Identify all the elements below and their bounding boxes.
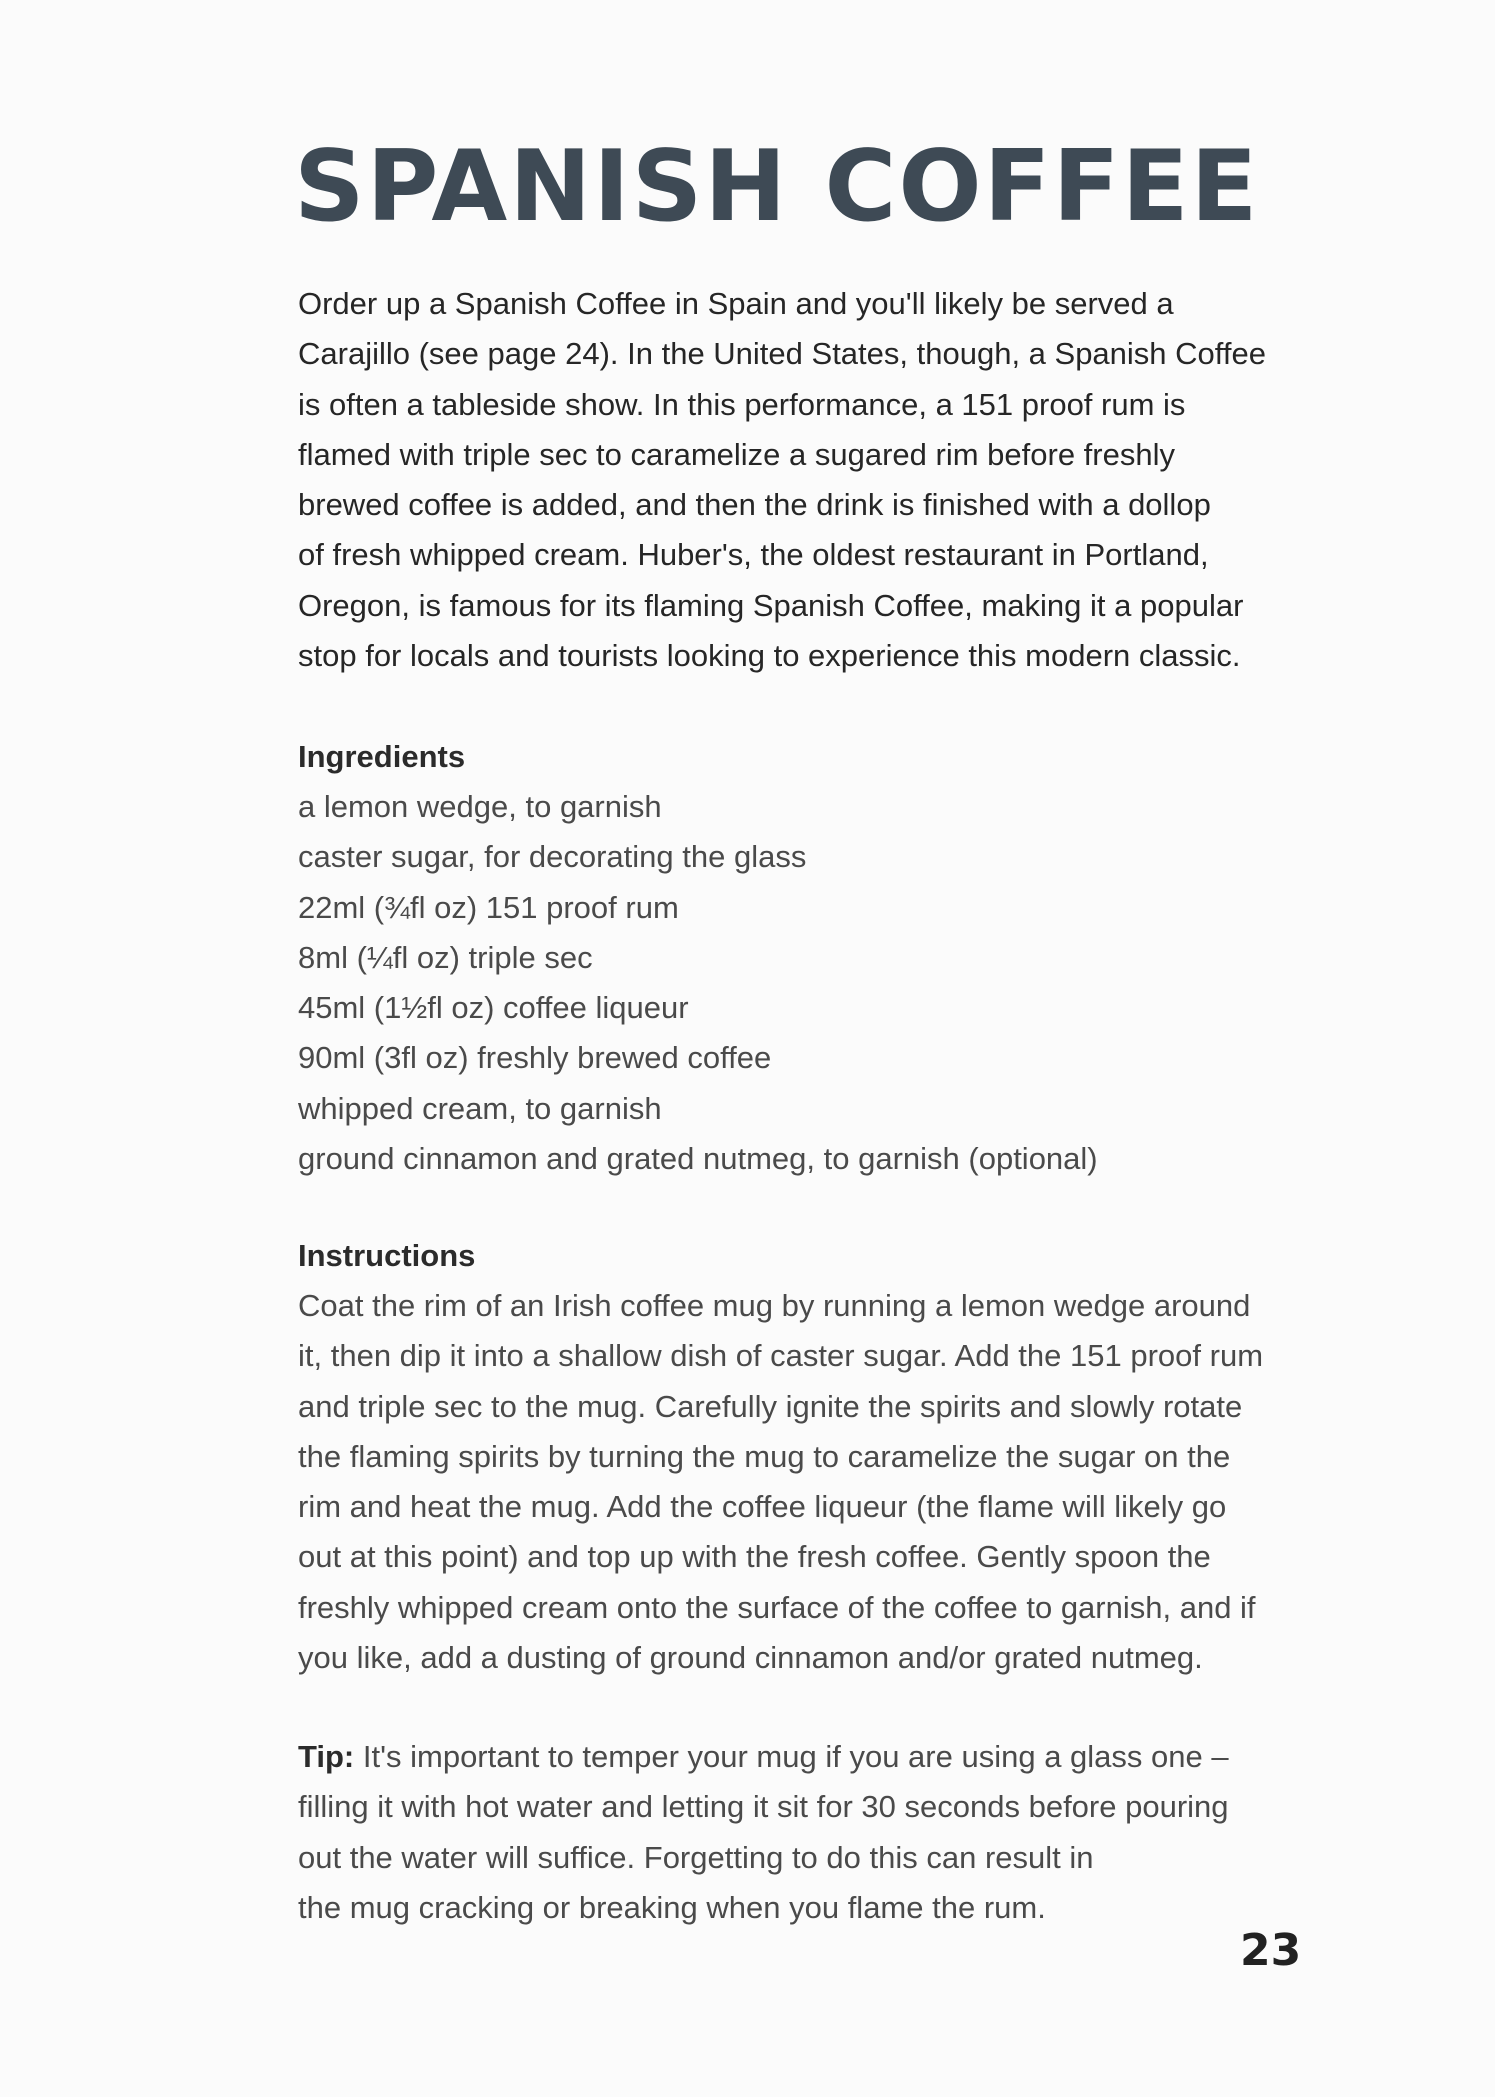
instruction-line: out at this point) and top up with the fresh coffee. Gently spoon the <box>298 1539 1211 1575</box>
ingredient-item: a lemon wedge, to garnish <box>298 789 662 824</box>
ingredient-item: 90ml (3fl oz) freshly brewed coffee <box>298 1040 772 1076</box>
tip-label: Tip: <box>298 1739 355 1774</box>
intro-line: Carajillo (see page 24). In the United States, though, a Spanish Coffee <box>298 336 1266 372</box>
intro-line: is often a tableside show. In this performance, a 151 proof rum is <box>298 386 1186 422</box>
tip-line: out the water will suffice. Forgetting to do this can result in <box>298 1839 1094 1875</box>
page-number: 23 <box>1240 1925 1302 1976</box>
ingredient-item: 8ml (¼fl oz) triple sec <box>298 939 593 975</box>
ingredient-item: ground cinnamon and grated nutmeg, to garnish (optional) <box>298 1141 1098 1177</box>
intro-line: flamed with triple sec to caramelize a sugared rim before freshly <box>298 436 1175 472</box>
ingredients-section <box>298 732 1378 1184</box>
instruction-line: freshly whipped cream onto the surface of the coffee to garnish, and if <box>298 1589 1256 1625</box>
ingredients-heading: Ingredients <box>298 739 466 774</box>
instruction-line: rim and heat the mug. Add the coffee liqueur (the flame will likely go <box>298 1489 1227 1525</box>
recipe-title: SPANISH COFFEE <box>294 130 1260 244</box>
tip-first-line <box>298 1732 1378 1782</box>
intro-paragraph <box>298 279 1378 681</box>
ingredient-item: caster sugar, for decorating the glass <box>298 839 807 875</box>
instruction-line: the flaming spirits by turning the mug to caramelize the sugar on the <box>298 1438 1231 1474</box>
tip-text: It's important to temper your mug if you are using a glass one – <box>354 1739 1229 1774</box>
intro-line: of fresh whipped cream. Huber's, the oldest restaurant in Portland, <box>298 537 1209 573</box>
instruction-line: and triple sec to the mug. Carefully ignite the spirits and slowly rotate <box>298 1388 1243 1424</box>
intro-line: Oregon, is famous for its flaming Spanish Coffee, making it a popular <box>298 587 1244 623</box>
instruction-line: Coat the rim of an Irish coffee mug by running a lemon wedge around <box>298 1288 1251 1323</box>
instruction-line: you like, add a dusting of ground cinnamon and/or grated nutmeg. <box>298 1640 1203 1676</box>
instruction-line: it, then dip it into a shallow dish of caster sugar. Add the 151 proof rum <box>298 1338 1264 1374</box>
ingredient-item: whipped cream, to garnish <box>298 1090 662 1126</box>
tip-line: filling it with hot water and letting it sit for 30 seconds before pouring <box>298 1789 1229 1825</box>
intro-line: brewed coffee is added, and then the drink is finished with a dollop <box>298 487 1211 523</box>
instructions-section <box>298 1231 1378 1683</box>
ingredient-item: 22ml (¾fl oz) 151 proof rum <box>298 889 679 925</box>
ingredient-item: 45ml (1½fl oz) coffee liqueur <box>298 990 689 1026</box>
intro-line: Order up a Spanish Coffee in Spain and you'll likely be served a <box>298 286 1174 321</box>
intro-line: stop for locals and tourists looking to experience this modern classic. <box>298 638 1241 674</box>
tip-line: the mug cracking or breaking when you flame the rum. <box>298 1889 1046 1925</box>
tip-section <box>298 1732 1378 1933</box>
instructions-heading: Instructions <box>298 1238 476 1273</box>
